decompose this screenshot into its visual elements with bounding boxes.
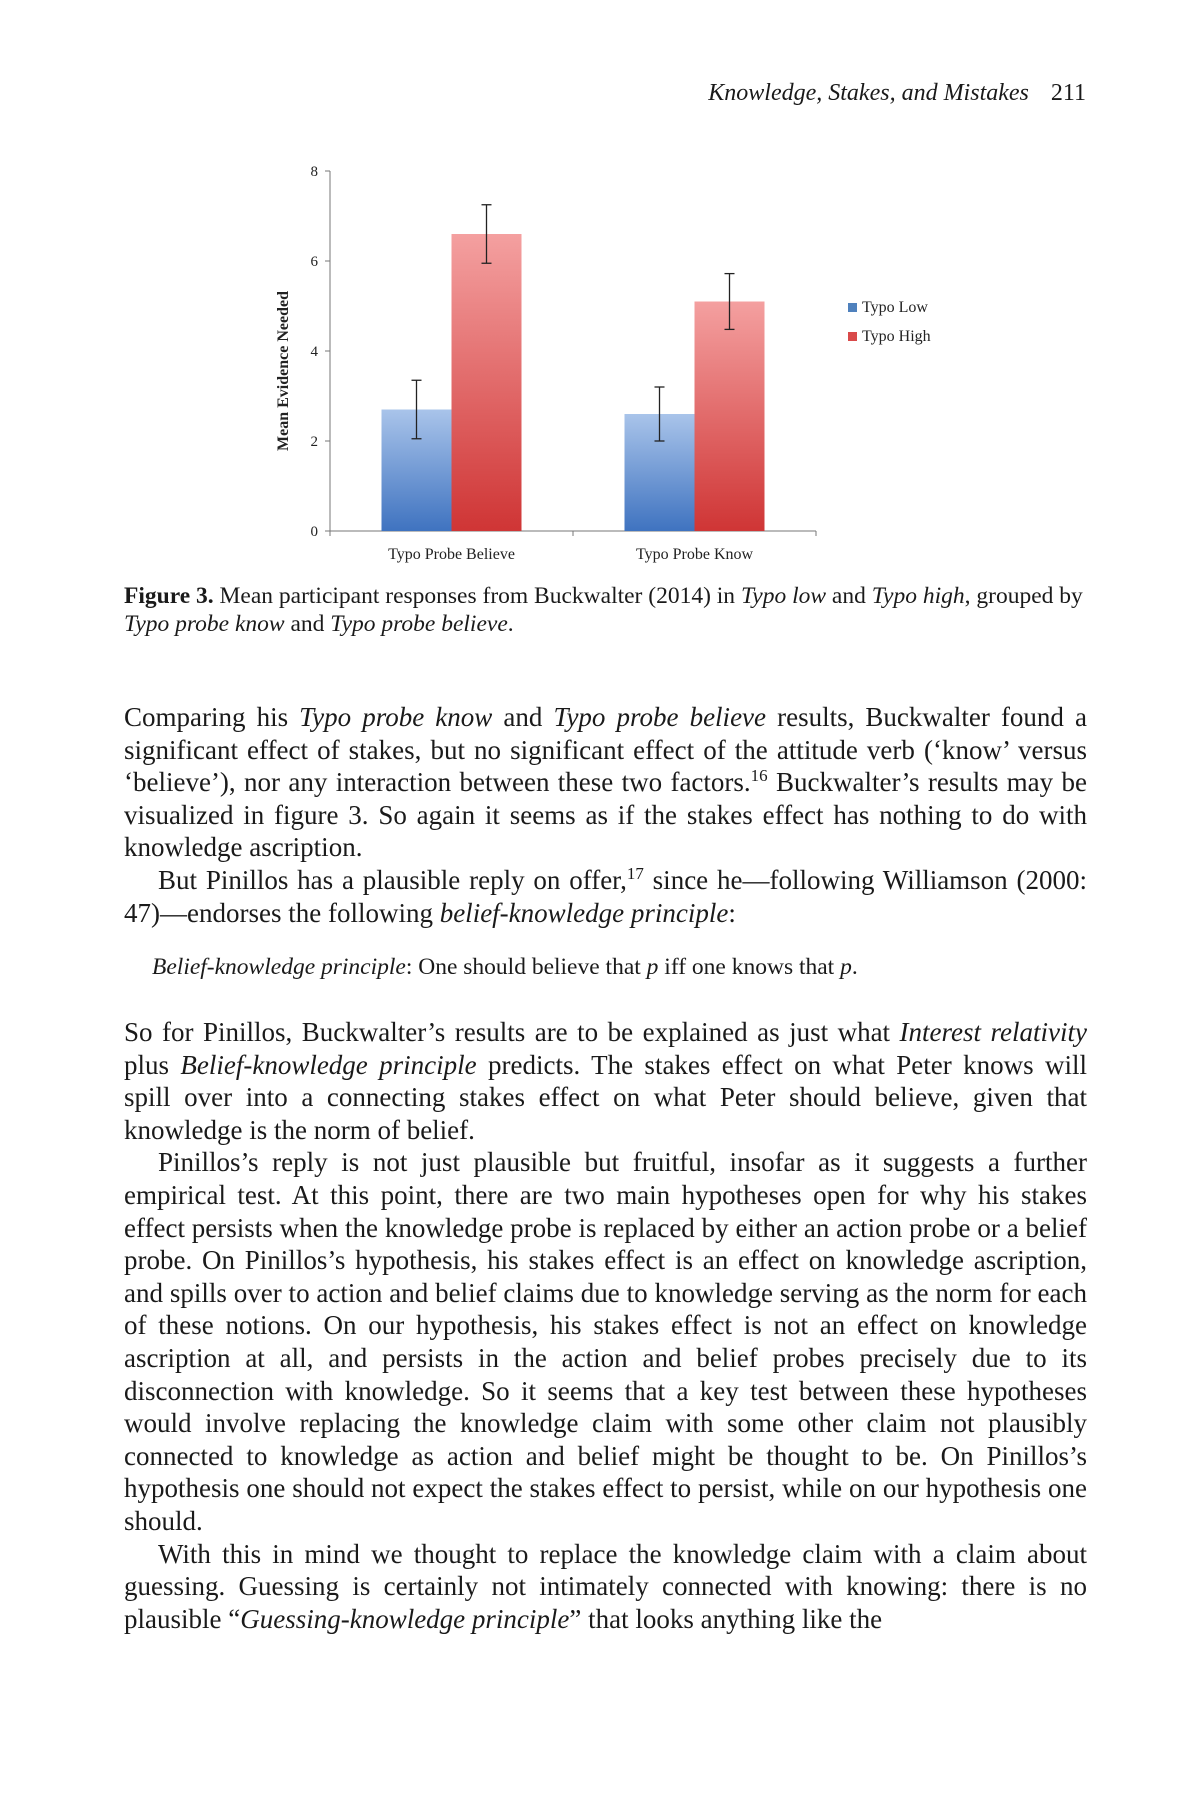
text-run: iff one knows that <box>658 954 841 980</box>
paragraph: Pinillos’s reply is not just plausible but fruitful, insofar as it suggests a further empirical test. At this point, there are two main hypotheses open for why his stakes effect persists when the knowledge probe is replaced by either an action probe or a belief probe. On Pinillos’s hypothesis, his stakes effect is an effect on knowledge ascription, and spills over to action and belief claims due to knowledge serving as the norm for each of these notions. On our hypothesis, his stakes effect is not an effect on knowledge ascription at all, and persists in the action and belief probes precisely due to its disconnection with knowledge. So it seems that a key test between these hypotheses would involve replacing the knowledge claim with some other claim not plausibly connected to knowledge as action and belief might be thought to be. On Pinillos’s hypothesis one should not expect the stakes effect to persist, while on our hypothesis one should. <box>124 1147 1087 1536</box>
caption-term: Typo high <box>871 583 965 609</box>
block-quote <box>152 954 858 981</box>
page-number: 211 <box>1050 80 1086 106</box>
y-tick-label: 2 <box>310 434 318 450</box>
caption-term: Typo low <box>740 583 827 609</box>
running-head <box>708 80 1086 107</box>
caption-text: and <box>826 583 872 609</box>
caption-label: Figure 3. <box>124 583 214 609</box>
caption-text: . <box>507 611 514 637</box>
text-run: plus <box>124 1049 181 1080</box>
caption-term: Typo probe know <box>124 611 285 637</box>
emphasis: Belief-knowledge principle <box>152 954 406 980</box>
text-run: . <box>851 954 858 980</box>
legend-swatch <box>848 303 857 312</box>
caption-text: , grouped by <box>964 583 1083 609</box>
text-run: results, Buckwalter found a significant effect of stakes, but no significant effect of the attitude verb (‘know’ versus ‘believe’), nor any interaction between these two factors. <box>124 702 1087 798</box>
emphasis: belief-knowledge principle <box>439 897 729 928</box>
text-run: : One should believe that <box>405 954 647 980</box>
emphasis: p <box>646 954 659 980</box>
emphasis: Typo probe believe <box>553 702 767 732</box>
running-head-title: Knowledge, Stakes, and Mistakes <box>708 80 1029 106</box>
chart-legend <box>848 299 931 345</box>
figure-caption <box>124 582 1087 638</box>
paragraph <box>124 864 1087 929</box>
y-tick-label: 4 <box>310 344 318 360</box>
legend-label: Typo High <box>862 328 931 345</box>
paragraph <box>124 1538 1087 1636</box>
text-run: Comparing his <box>124 702 300 732</box>
text-run: ” that looks anything like the <box>569 1603 883 1634</box>
y-tick-label: 8 <box>310 164 318 180</box>
y-tick-label: 0 <box>310 524 318 540</box>
text-run: But Pinillos has a plausible reply on offer, <box>158 864 627 895</box>
legend-label: Typo Low <box>862 299 928 316</box>
paragraph <box>124 1016 1087 1146</box>
body-text-section-2 <box>124 1016 1087 1635</box>
footnote-ref[interactable]: 16 <box>750 766 768 786</box>
text-run: With this in mind we thought to replace the knowledge claim with a claim about guessing. Guessing is certainly not intimately connected with knowing: there is no plausible “ <box>124 1538 1087 1634</box>
legend-swatch <box>848 332 857 341</box>
text-run: Buckwalter’s results may be visualized in figure 3. So again it seems as if the stakes effect has nothing to do with knowledge ascription. <box>124 767 1087 863</box>
footnote-ref[interactable]: 17 <box>626 863 644 883</box>
chart-bars <box>382 205 765 531</box>
bar <box>452 234 522 531</box>
text-run: since he—following Williamson (2000: 47)—endorses the following <box>124 864 1087 928</box>
emphasis: Typo probe know <box>299 702 493 732</box>
y-tick-label: 6 <box>310 254 318 270</box>
emphasis: p <box>840 954 852 980</box>
x-tick-label: Typo Probe Know <box>635 546 754 563</box>
text-run: : <box>728 897 736 928</box>
text-run: and <box>492 702 554 732</box>
bar <box>695 302 765 532</box>
caption-text: Mean participant responses from Buckwalter (2014) in <box>213 583 741 609</box>
paragraph <box>124 701 1087 864</box>
x-tick-label: Typo Probe Believe <box>388 546 515 563</box>
caption-term: Typo probe believe <box>330 611 508 637</box>
text-run: predicts. The stakes effect on what Peter knows will spill over into a connecting stakes effect on what Peter should believe, given that knowledge is the norm of belief. <box>124 1049 1087 1145</box>
emphasis: Interest relativity <box>899 1017 1087 1047</box>
emphasis: Belief-knowledge principle <box>180 1049 477 1080</box>
caption-text: and <box>284 611 331 637</box>
y-axis-title: Mean Evidence Needed <box>275 291 292 451</box>
bar-chart <box>270 160 950 570</box>
body-text-section-1 <box>124 701 1087 929</box>
text-run: So for Pinillos, Buckwalter’s results are to be explained as just what <box>124 1017 900 1047</box>
emphasis: Guessing-knowledge principle <box>240 1603 570 1634</box>
